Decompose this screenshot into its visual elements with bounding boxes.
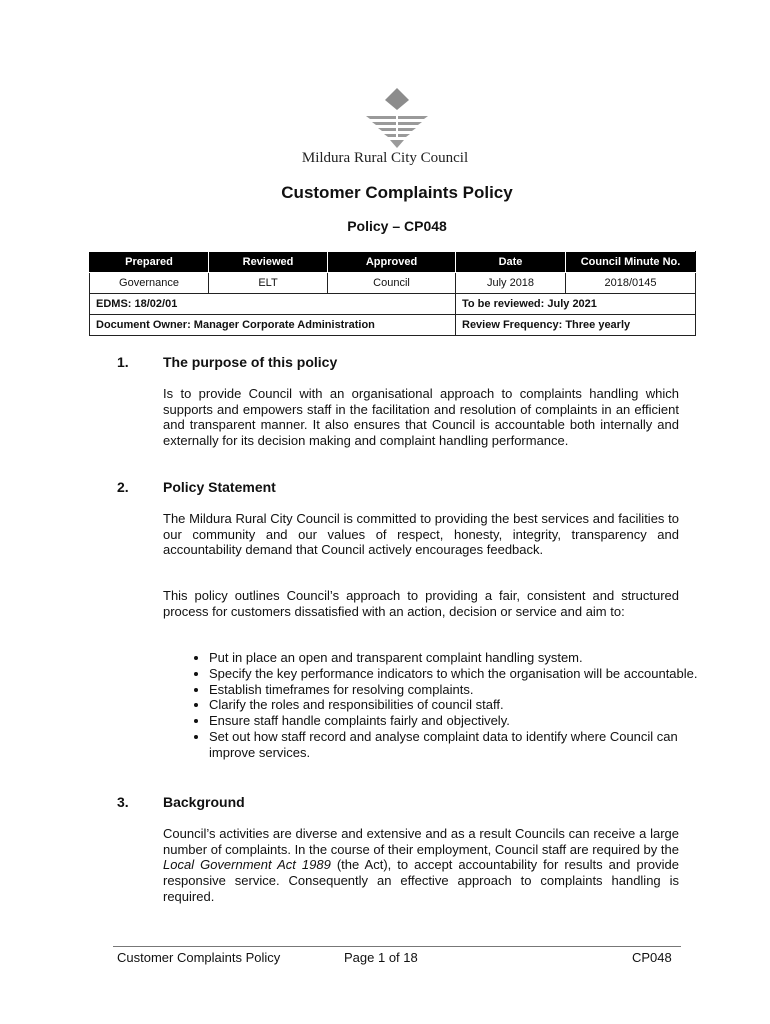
paragraph — [163, 826, 679, 905]
section-title: The purpose of this policy — [163, 354, 338, 370]
document-owner-cell: Document Owner: Manager Corporate Administration — [90, 315, 456, 336]
table-header-cell: Reviewed — [209, 252, 328, 273]
section-number: 2. — [117, 479, 129, 495]
policy-code: Policy – CP048 — [347, 218, 447, 234]
bullet-list — [163, 650, 709, 761]
organisation-name: Mildura Rural City Council — [301, 150, 469, 166]
table-row — [90, 273, 696, 294]
table-row — [90, 294, 696, 315]
table-header-cell: Prepared — [90, 252, 209, 273]
list-item: • Set out how staff record and analyse complaint data to identify where Council can improve services. — [209, 729, 709, 761]
table-header-cell: Council Minute No. — [566, 252, 696, 273]
table-header-cell: Date — [456, 252, 566, 273]
list-item: • Establish timeframes for resolving complaints. — [209, 682, 709, 698]
council-logo — [360, 86, 440, 150]
section-number: 1. — [117, 354, 129, 370]
paragraph: This policy outlines Council’s approach to providing a fair, consistent and structured process for customers dissatisfied with an action, decision or service and aim to: — [163, 588, 679, 619]
document-title: Customer Complaints Policy — [281, 183, 513, 202]
review-date-cell: To be reviewed: July 2021 — [456, 294, 696, 315]
footer-title: Customer Complaints Policy — [117, 950, 281, 965]
table-cell: July 2018 — [456, 273, 566, 294]
review-frequency-cell: Review Frequency: Three yearly — [456, 315, 696, 336]
list-item: • Ensure staff handle complaints fairly and objectively. — [209, 713, 709, 729]
edms-cell: EDMS: 18/02/01 — [90, 294, 456, 315]
paragraph: The Mildura Rural City Council is committed to providing the best services and facilities to our community and our values of respect, honesty, integrity, transparency and accountability demand that Council actively encourages feedback. — [163, 511, 679, 558]
document-control-table — [89, 251, 696, 336]
footer-code: CP048 — [632, 950, 672, 965]
act-name: Local Government Act 1989 — [163, 857, 331, 873]
paragraph-text: Council’s activities are diverse and extensive and as a result Councils can receive a large number of complaints. In the course of their employment, Council staff are required by the — [163, 826, 679, 857]
list-item: • Clarify the roles and responsibilities of council staff. — [209, 697, 709, 713]
table-cell: ELT — [209, 273, 328, 294]
section-number: 3. — [117, 794, 129, 810]
table-row — [90, 315, 696, 336]
table-header-cell: Approved — [328, 252, 456, 273]
section-title: Policy Statement — [163, 479, 276, 495]
list-item: • Specify the key performance indicators to which the organisation will be accountable. — [209, 666, 709, 682]
paragraph: Is to provide Council with an organisational approach to complaints handling which supports and empowers staff in the facilitation and resolution of complaints in an efficient and transparent manner. It also ensures that Council is accountable both internally and externally for its decision making and complaint handling performance. — [163, 386, 679, 449]
section-title: Background — [163, 794, 245, 810]
table-cell: Council — [328, 273, 456, 294]
page-number: Page 1 of 18 — [344, 950, 418, 965]
table-header-row — [90, 252, 696, 273]
paragraph-text: (the Act), to accept accountability for results and provide responsive service. Consequently an effective approach to complaints handling is required. — [163, 857, 679, 904]
table-cell: Governance — [90, 273, 209, 294]
list-item: • Put in place an open and transparent complaint handling system. — [209, 650, 709, 666]
table-cell: 2018/0145 — [566, 273, 696, 294]
footer-divider — [113, 946, 681, 947]
